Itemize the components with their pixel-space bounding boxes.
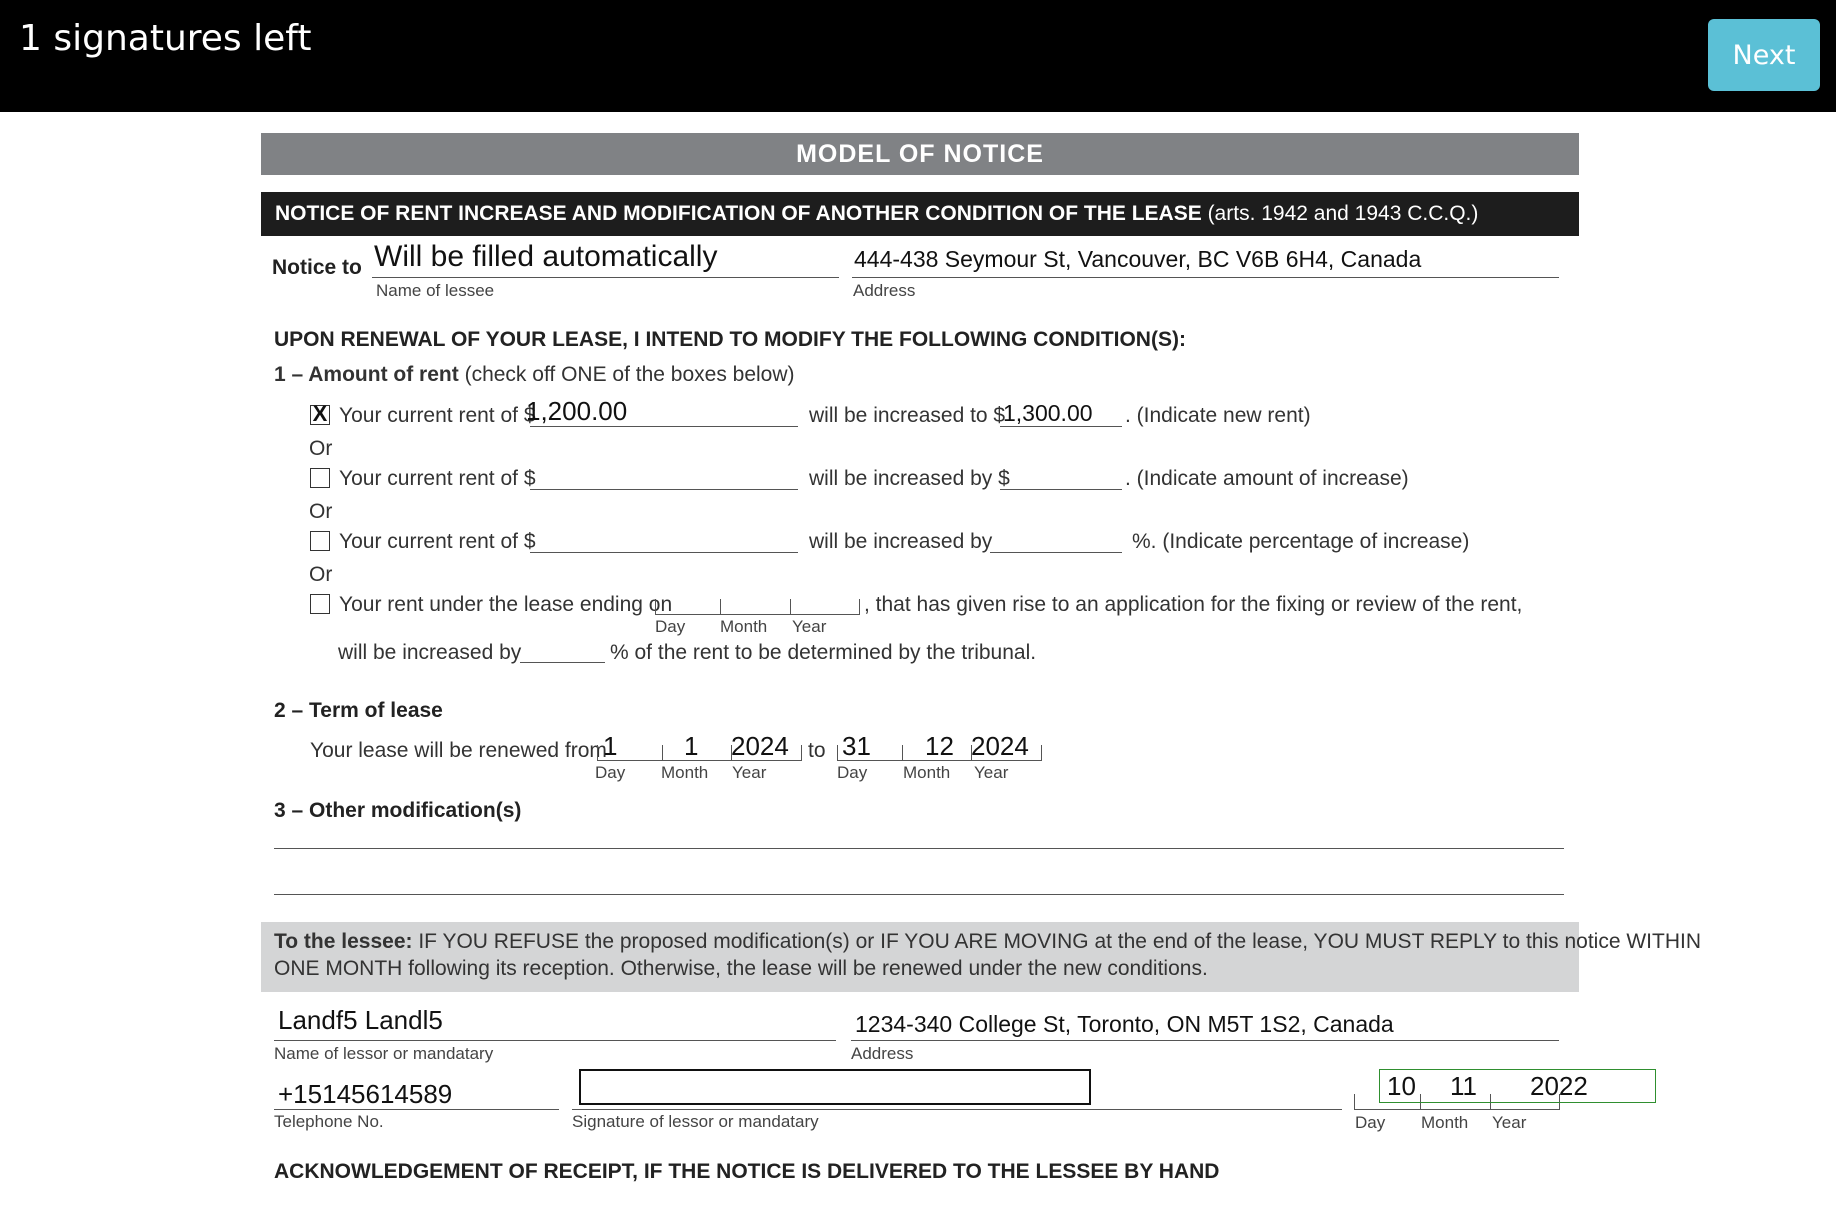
signature-field[interactable] — [579, 1069, 1091, 1105]
option2-prefix: Your current rent of $ — [339, 467, 536, 490]
checkbox-x-mark: X — [312, 401, 328, 426]
from-day-caption: Day — [595, 763, 626, 782]
signature-date-field[interactable] — [1379, 1069, 1656, 1103]
sign-date-month: 11 — [1450, 1071, 1477, 1101]
renew-to-year: 2024 — [971, 731, 1029, 761]
signatures-left-counter: 1 signatures left — [19, 18, 312, 59]
renew-from-month: 1 — [684, 731, 699, 761]
or-label-3: Or — [309, 563, 333, 586]
signature-caption: Signature of lessor or mandatary — [572, 1112, 819, 1131]
lessor-address-caption: Address — [851, 1044, 914, 1063]
sign-month-caption: Month — [1421, 1113, 1469, 1132]
from-month-caption: Month — [661, 763, 709, 782]
renew-to-day: 31 — [842, 731, 871, 761]
lessee-address-caption: Address — [853, 281, 916, 300]
renewed-from-label: Your lease will be renewed from — [310, 739, 607, 762]
option3-prefix: Your current rent of $ — [339, 530, 536, 553]
notice-to-label: Notice to — [272, 256, 362, 279]
document-page — [0, 112, 1836, 1210]
to-year-caption: Year — [974, 763, 1009, 782]
new-rent-field: 1,300.00 — [1003, 400, 1093, 426]
option3-suffix: %. (Indicate percentage of increase) — [1132, 530, 1470, 553]
to-label: to — [808, 739, 826, 762]
option3-mid: will be increased by — [809, 530, 993, 553]
telephone-caption: Telephone No. — [274, 1112, 384, 1131]
telephone-field: +15145614589 — [278, 1079, 453, 1109]
top-bar — [0, 0, 1836, 112]
section2-heading: 2 – Term of lease — [274, 699, 443, 722]
lessee-notice-line2: ONE MONTH following its reception. Otherwise, the lease will be renewed under the new conditions. — [274, 957, 1208, 980]
next-button[interactable]: Next — [1708, 19, 1820, 91]
from-year-caption: Year — [732, 763, 767, 782]
option1-mid: will be increased to $ — [809, 404, 1006, 427]
option4-year-caption: Year — [792, 617, 827, 636]
option4-day-caption: Day — [655, 617, 686, 636]
renewal-heading: UPON RENEWAL OF YOUR LEASE, I INTEND TO MODIFY THE FOLLOWING CONDITION(S): — [274, 328, 1186, 351]
sign-date-year: 2022 — [1530, 1071, 1588, 1101]
lessor-name-caption: Name of lessor or mandatary — [274, 1044, 494, 1063]
rent-option3-checkbox[interactable] — [310, 531, 330, 551]
option4-month-caption: Month — [720, 617, 768, 636]
lessor-address-field: 1234-340 College St, Toronto, ON M5T 1S2, Canada — [855, 1011, 1394, 1037]
renew-from-day: 1 — [603, 731, 618, 761]
sign-date-day: 10 — [1387, 1071, 1416, 1101]
to-month-caption: Month — [903, 763, 951, 782]
renew-from-year: 2024 — [731, 731, 789, 761]
sign-day-caption: Day — [1355, 1113, 1386, 1132]
section1-heading: 1 – Amount of rent (check off ONE of the boxes below) — [274, 363, 795, 386]
lessee-name-caption: Name of lessee — [376, 281, 495, 300]
lessee-notice-box — [261, 922, 1701, 992]
option1-prefix: Your current rent of $ — [339, 404, 536, 427]
current-rent-field: 1,200.00 — [526, 396, 628, 426]
lessee-address-field: 444-438 Seymour St, Vancouver, BC V6B 6H4, Canada — [854, 246, 1422, 272]
form-subtitle-reference: (arts. 1942 and 1943 C.C.Q.) — [1207, 202, 1479, 225]
section3-heading: 3 – Other modification(s) — [274, 799, 522, 822]
renew-to-month: 12 — [925, 731, 954, 761]
option4-suffix: , that has given rise to an application for the fixing or review of the rent, — [864, 593, 1523, 616]
option4-prefix: Your rent under the lease ending on — [339, 593, 673, 616]
lessor-name-field: Landf5 Landl5 — [278, 1005, 443, 1035]
form-title: MODEL OF NOTICE — [261, 133, 1579, 175]
option1-suffix: . (Indicate new rent) — [1125, 404, 1311, 427]
or-label-2: Or — [309, 500, 333, 523]
rent-option2-checkbox[interactable] — [310, 468, 330, 488]
option4-line2-prefix: will be increased by — [338, 641, 522, 664]
form-subtitle: NOTICE OF RENT INCREASE AND MODIFICATION OF ANOTHER CONDITION OF THE LEASE — [275, 202, 1202, 225]
acknowledgement-heading: ACKNOWLEDGEMENT OF RECEIPT, IF THE NOTICE IS DELIVERED TO THE LESSEE BY HAND — [274, 1160, 1220, 1183]
sign-year-caption: Year — [1492, 1113, 1527, 1132]
option4-line2-suffix: % of the rent to be determined by the tribunal. — [610, 641, 1037, 664]
option2-suffix: . (Indicate amount of increase) — [1125, 467, 1409, 490]
rent-option4-checkbox[interactable] — [310, 594, 330, 614]
lessee-name-field: Will be filled automatically — [374, 240, 718, 273]
option2-mid: will be increased by $ — [809, 467, 1010, 490]
form-subtitle-bar — [261, 192, 1579, 236]
to-day-caption: Day — [837, 763, 868, 782]
lessee-notice-line1: To the lessee: IF YOU REFUSE the proposed modification(s) or IF YOU ARE MOVING at the end of the lease, YOU MUST REPLY to this notice WITHIN — [274, 930, 1701, 953]
or-label-1: Or — [309, 437, 333, 460]
rent-option1-checkbox[interactable] — [310, 401, 330, 426]
